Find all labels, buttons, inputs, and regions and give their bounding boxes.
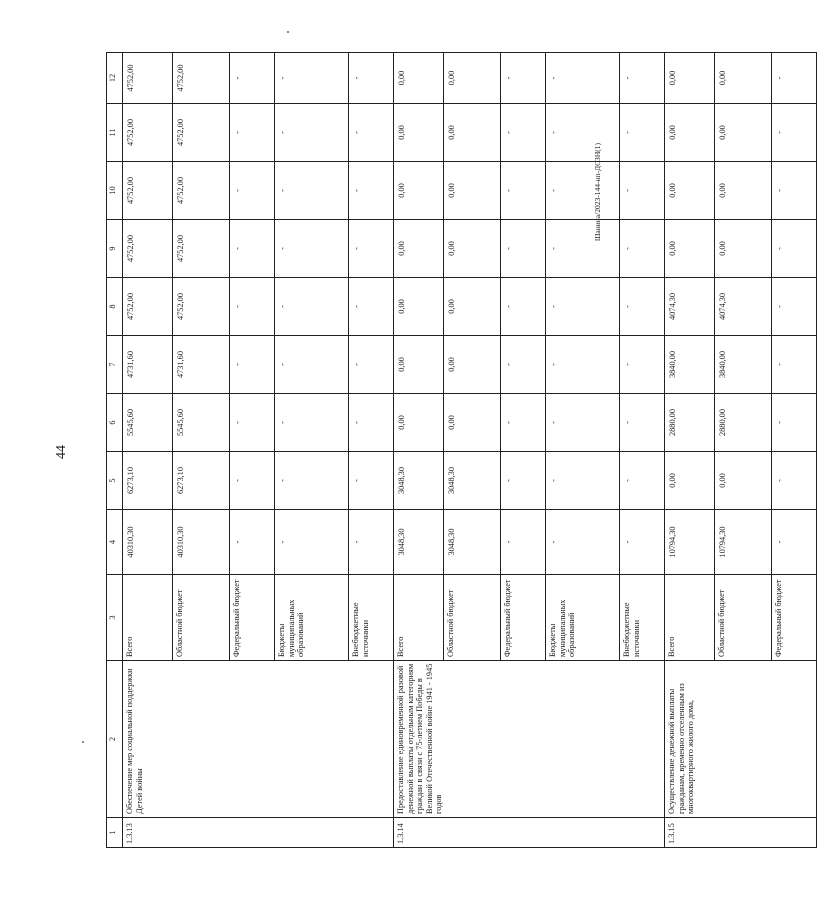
amount-cell: -	[230, 510, 275, 575]
amount-cell: -	[275, 162, 349, 220]
scan-speck	[82, 741, 84, 743]
amount-cell: -	[349, 452, 394, 510]
budget-table	[106, 52, 817, 848]
amount-cell: 5545,60	[123, 394, 173, 452]
column-header-9: 9	[107, 220, 123, 278]
amount-cell: -	[275, 394, 349, 452]
amount-cell: -	[230, 394, 275, 452]
funding-source: Федеральный бюджет	[230, 575, 275, 661]
column-header-11: 11	[107, 104, 123, 162]
amount-cell: -	[275, 510, 349, 575]
amount-cell: -	[349, 104, 394, 162]
amount-cell: -	[546, 162, 620, 220]
amount-cell: -	[546, 53, 620, 104]
amount-cell: -	[546, 336, 620, 394]
funding-source: Всего	[394, 575, 444, 661]
funding-source: Областной бюджет	[444, 575, 501, 661]
amount-cell: -	[501, 394, 546, 452]
amount-cell: 0,00	[444, 394, 501, 452]
amount-cell: -	[501, 220, 546, 278]
amount-cell: 6273,10	[173, 452, 230, 510]
funding-source: Федеральный бюджет	[501, 575, 546, 661]
amount-cell: 4752,00	[123, 162, 173, 220]
amount-cell: -	[349, 220, 394, 278]
amount-cell: -	[501, 336, 546, 394]
amount-cell: -	[546, 220, 620, 278]
funding-source: Всего	[123, 575, 173, 661]
amount-cell: -	[772, 162, 817, 220]
document-code: Шанина/2023-144-нп-ДСЗН(1)	[593, 143, 602, 242]
amount-cell: -	[501, 53, 546, 104]
amount-cell: -	[230, 336, 275, 394]
column-header-5: 5	[107, 452, 123, 510]
amount-cell: -	[349, 53, 394, 104]
amount-cell: -	[501, 278, 546, 336]
amount-cell: 3840,00	[665, 336, 715, 394]
amount-cell: 4074,30	[665, 278, 715, 336]
amount-cell: 3048,30	[394, 452, 444, 510]
amount-cell: -	[772, 336, 817, 394]
page-number: 44	[54, 445, 69, 459]
amount-cell: 0,00	[394, 394, 444, 452]
amount-cell: 0,00	[715, 53, 772, 104]
amount-cell: -	[620, 336, 665, 394]
amount-cell: 0,00	[394, 220, 444, 278]
column-header-6: 6	[107, 394, 123, 452]
amount-cell: 2880,00	[665, 394, 715, 452]
column-header-8: 8	[107, 278, 123, 336]
amount-cell: 0,00	[444, 278, 501, 336]
amount-cell: 4752,00	[173, 278, 230, 336]
amount-cell: -	[349, 336, 394, 394]
amount-cell: -	[501, 162, 546, 220]
amount-cell: 3048,30	[444, 452, 501, 510]
amount-cell: 0,00	[394, 162, 444, 220]
amount-cell: 4752,00	[123, 220, 173, 278]
amount-cell: 4752,00	[123, 53, 173, 104]
amount-cell: 6273,10	[123, 452, 173, 510]
funding-source: Внебюджетные источники	[349, 575, 394, 661]
amount-cell: -	[275, 336, 349, 394]
amount-cell: -	[230, 104, 275, 162]
column-header-1: 1	[107, 818, 123, 848]
item-title: Предоставление единовременной разовой денежной выплаты отдельным категориям граждан в связи с 75-летием Победы в Великой Отечественной войне 1941 - 1945 годов	[394, 661, 665, 818]
amount-cell: 0,00	[665, 53, 715, 104]
funding-source: Областной бюджет	[173, 575, 230, 661]
amount-cell: 0,00	[444, 53, 501, 104]
amount-cell: -	[772, 220, 817, 278]
amount-cell: -	[772, 104, 817, 162]
amount-cell: -	[230, 162, 275, 220]
column-header-3: 3	[107, 575, 123, 661]
amount-cell: 0,00	[665, 162, 715, 220]
item-code: 1.3.13	[123, 818, 394, 848]
amount-cell: -	[230, 452, 275, 510]
amount-cell: -	[772, 53, 817, 104]
amount-cell: 4752,00	[173, 53, 230, 104]
column-header-4: 4	[107, 510, 123, 575]
amount-cell: -	[620, 162, 665, 220]
amount-cell: -	[620, 104, 665, 162]
amount-cell: -	[501, 104, 546, 162]
amount-cell: 0,00	[715, 452, 772, 510]
amount-cell: 3048,30	[394, 510, 444, 575]
amount-cell: -	[501, 510, 546, 575]
amount-cell: -	[546, 104, 620, 162]
amount-cell: -	[275, 452, 349, 510]
column-header-2: 2	[107, 661, 123, 818]
amount-cell: 10794,30	[715, 510, 772, 575]
table-body	[123, 53, 817, 848]
amount-cell: 4752,00	[123, 104, 173, 162]
amount-cell: 0,00	[444, 220, 501, 278]
amount-cell: 40310,30	[173, 510, 230, 575]
amount-cell: -	[546, 452, 620, 510]
amount-cell: -	[275, 104, 349, 162]
amount-cell: -	[349, 162, 394, 220]
amount-cell: -	[546, 278, 620, 336]
column-header-7: 7	[107, 336, 123, 394]
amount-cell: -	[546, 510, 620, 575]
amount-cell: 4731,60	[123, 336, 173, 394]
header-row	[107, 53, 123, 848]
amount-cell: 0,00	[394, 336, 444, 394]
amount-cell: 40310,30	[123, 510, 173, 575]
item-title: Осуществление денежной выплаты гражданам, временно отселенным из многоквартирного жилого дома,	[665, 661, 817, 818]
amount-cell: 0,00	[394, 53, 444, 104]
funding-source: Областной бюджет	[715, 575, 772, 661]
table-row	[123, 53, 173, 848]
amount-cell: 10794,30	[665, 510, 715, 575]
amount-cell: 0,00	[715, 104, 772, 162]
amount-cell: -	[349, 278, 394, 336]
table-row	[394, 53, 444, 848]
amount-cell: 0,00	[665, 220, 715, 278]
amount-cell: 4731,60	[173, 336, 230, 394]
amount-cell: -	[772, 394, 817, 452]
funding-source: Всего	[665, 575, 715, 661]
amount-cell: 0,00	[665, 104, 715, 162]
funding-source: Федеральный бюджет	[772, 575, 817, 661]
item-code: 1.3.15	[665, 818, 817, 848]
amount-cell: 4074,30	[715, 278, 772, 336]
funding-source: Бюджеты муниципальных образований	[275, 575, 349, 661]
amount-cell: 4752,00	[173, 220, 230, 278]
item-title: Обеспечение мер социальной поддержки Детей войны	[123, 661, 394, 818]
funding-source: Внебюджетные источники	[620, 575, 665, 661]
table-row	[665, 53, 715, 848]
amount-cell: -	[620, 220, 665, 278]
amount-cell: 0,00	[394, 278, 444, 336]
amount-cell: -	[772, 510, 817, 575]
amount-cell: -	[230, 278, 275, 336]
item-code: 1.3.14	[394, 818, 665, 848]
amount-cell: -	[620, 278, 665, 336]
column-header-10: 10	[107, 162, 123, 220]
amount-cell: 3048,30	[444, 510, 501, 575]
amount-cell: 0,00	[715, 162, 772, 220]
amount-cell: -	[349, 510, 394, 575]
amount-cell: 0,00	[444, 336, 501, 394]
amount-cell: -	[275, 53, 349, 104]
amount-cell: 4752,00	[173, 104, 230, 162]
amount-cell: 3840,00	[715, 336, 772, 394]
scan-speck	[287, 31, 289, 33]
amount-cell: 0,00	[444, 162, 501, 220]
amount-cell: -	[620, 53, 665, 104]
amount-cell: -	[620, 394, 665, 452]
amount-cell: -	[275, 220, 349, 278]
amount-cell: 0,00	[665, 452, 715, 510]
amount-cell: 4752,00	[123, 278, 173, 336]
amount-cell: 4752,00	[173, 162, 230, 220]
amount-cell: 0,00	[444, 104, 501, 162]
column-header-12: 12	[107, 53, 123, 104]
amount-cell: -	[275, 278, 349, 336]
amount-cell: -	[546, 394, 620, 452]
amount-cell: -	[230, 220, 275, 278]
amount-cell: -	[772, 278, 817, 336]
amount-cell: -	[620, 510, 665, 575]
amount-cell: 0,00	[394, 104, 444, 162]
amount-cell: 2880,00	[715, 394, 772, 452]
amount-cell: -	[620, 452, 665, 510]
amount-cell: -	[501, 452, 546, 510]
amount-cell: -	[230, 53, 275, 104]
amount-cell: 0,00	[715, 220, 772, 278]
amount-cell: -	[772, 452, 817, 510]
amount-cell: 5545,60	[173, 394, 230, 452]
amount-cell: -	[349, 394, 394, 452]
funding-source: Бюджеты муниципальных образований	[546, 575, 620, 661]
